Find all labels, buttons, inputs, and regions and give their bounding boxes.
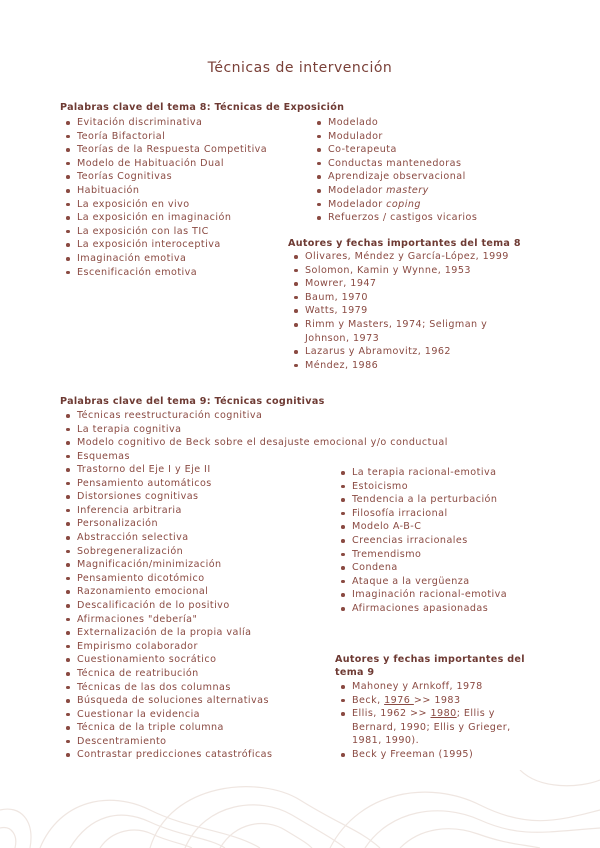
list-item: Técnica de reatribución — [60, 667, 340, 681]
tema9-keywords-full — [60, 409, 540, 463]
list-item: Esquemas — [60, 450, 540, 464]
list-item: Teoría Bifactorial — [60, 130, 290, 144]
list-item: Cuestionamiento socrático — [60, 653, 340, 667]
list-item: Lazarus y Abramovitz, 1962 — [288, 345, 518, 359]
list-item: Co-terapeuta — [311, 143, 551, 157]
tema9-keywords-col1 — [60, 463, 340, 762]
list-item: Baum, 1970 — [288, 291, 518, 305]
list-item: Escenificación emotiva — [60, 266, 290, 280]
list-item: Habituación — [60, 184, 290, 198]
list-item: Modelado — [311, 116, 551, 130]
list-item: Filosofía irracional — [335, 507, 555, 521]
list-item: Razonamiento emocional — [60, 585, 340, 599]
list-item: Magnificación/minimización — [60, 558, 340, 572]
list-item: Inferencia arbitraria — [60, 504, 340, 518]
list-item: Condena — [335, 561, 555, 575]
list-item: Modelador coping — [311, 198, 551, 212]
list-item: Contrastar predicciones catastróficas — [60, 748, 340, 762]
list-item: Afirmaciones apasionadas — [335, 602, 555, 616]
list-item: Pensamiento automáticos — [60, 477, 340, 491]
list-item: Técnicas de las dos columnas — [60, 681, 340, 695]
tema9-keywords-col2 — [335, 466, 555, 616]
list-item: Creencias irracionales — [335, 534, 555, 548]
list-item: Watts, 1979 — [288, 304, 518, 318]
list-item: Olivares, Méndez y García-López, 1999 — [288, 250, 518, 264]
list-item: Sobregeneralización — [60, 545, 340, 559]
list-item: Cuestionar la evidencia — [60, 708, 340, 722]
list-item: Mahoney y Arnkoff, 1978 — [335, 680, 515, 694]
list-item: Técnicas reestructuración cognitiva — [60, 409, 540, 423]
list-item: La exposición en vivo — [60, 198, 290, 212]
tema8-authors-heading: Autores y fechas importantes del tema 8 — [288, 238, 521, 249]
list-item: Externalización de la propia valía — [60, 626, 340, 640]
list-item: Beck, 1976 >> 1983 — [335, 694, 515, 708]
list-item: La exposición en imaginación — [60, 211, 290, 225]
list-item: Imaginación emotiva — [60, 252, 290, 266]
list-item: Modelo de Habituación Dual — [60, 157, 290, 171]
list-item: Modelador mastery — [311, 184, 551, 198]
list-item: Técnica de la triple columna — [60, 721, 340, 735]
tema8-keywords-heading: Palabras clave del tema 8: Técnicas de Exposición — [60, 102, 345, 113]
list-item: Tremendismo — [335, 548, 555, 562]
list-item: La terapia racional-emotiva — [335, 466, 555, 480]
list-item: Personalización — [60, 517, 340, 531]
list-item: Búsqueda de soluciones alternativas — [60, 694, 340, 708]
tema8-authors-list — [288, 250, 518, 372]
list-item: Imaginación racional-emotiva — [335, 588, 555, 602]
list-item: La terapia cognitiva — [60, 423, 540, 437]
list-item: Refuerzos / castigos vicarios — [311, 211, 551, 225]
tema8-keywords-col1 — [60, 116, 290, 279]
list-item: Aprendizaje observacional — [311, 170, 551, 184]
tema9-authors-heading: Autores y fechas importantes del tema 9 — [335, 654, 525, 678]
list-item: Distorsiones cognitivas — [60, 490, 340, 504]
list-item: Mowrer, 1947 — [288, 277, 518, 291]
list-item: Beck y Freeman (1995) — [335, 748, 515, 762]
list-item: Modelo A-B-C — [335, 520, 555, 534]
list-item: La exposición interoceptiva — [60, 238, 290, 252]
list-item: Pensamiento dicotómico — [60, 572, 340, 586]
list-item: Ellis, 1962 >> 1980; Ellis y Bernard, 1990; Ellis y Grieger, 1981, 1990). — [335, 707, 515, 748]
list-item: La exposición con las TIC — [60, 225, 290, 239]
list-item: Modelo cognitivo de Beck sobre el desajuste emocional y/o conductual — [60, 436, 540, 450]
list-item: Ataque a la vergüenza — [335, 575, 555, 589]
topographic-decoration — [0, 770, 600, 848]
list-item: Conductas mantenedoras — [311, 157, 551, 171]
list-item: Teorías de la Respuesta Competitiva — [60, 143, 290, 157]
list-item: Evitación discriminativa — [60, 116, 290, 130]
list-item: Modulador — [311, 130, 551, 144]
list-item: Tendencia a la perturbación — [335, 493, 555, 507]
tema9-keywords-heading: Palabras clave del tema 9: Técnicas cognitivas — [60, 396, 325, 407]
tema9-authors-list — [335, 680, 515, 762]
list-item: Afirmaciones "debería" — [60, 613, 340, 627]
list-item: Descentramiento — [60, 735, 340, 749]
list-item: Solomon, Kamin y Wynne, 1953 — [288, 264, 518, 278]
list-item: Méndez, 1986 — [288, 359, 518, 373]
list-item: Teorías Cognitivas — [60, 170, 290, 184]
tema8-keywords-col2 — [311, 116, 551, 225]
list-item: Empirismo colaborador — [60, 640, 340, 654]
list-item: Rimm y Masters, 1974; Seligman y Johnson, 1973 — [288, 318, 518, 345]
list-item: Trastorno del Eje I y Eje II — [60, 463, 340, 477]
list-item: Estoicismo — [335, 480, 555, 494]
list-item: Descalificación de lo positivo — [60, 599, 340, 613]
page-title: Técnicas de intervención — [207, 60, 393, 76]
list-item: Abstracción selectiva — [60, 531, 340, 545]
